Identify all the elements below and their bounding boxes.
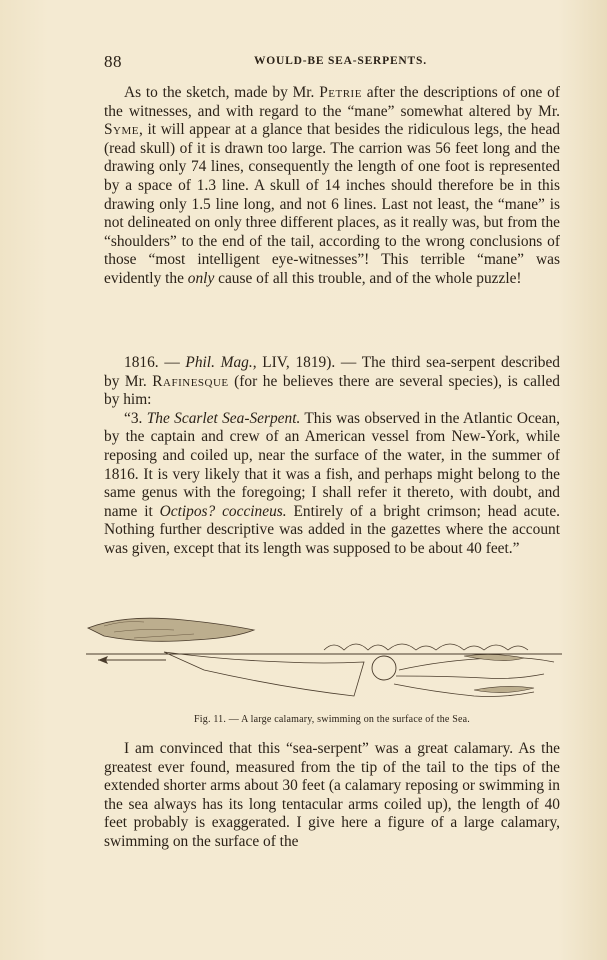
author-name-petrie: Petrie bbox=[319, 84, 362, 101]
page-number: 88 bbox=[104, 52, 122, 71]
running-title: WOULD-BE SEA-SERPENTS. bbox=[254, 55, 427, 67]
species-name: Octipos? coccineus. bbox=[159, 502, 287, 520]
author-name-syme: Syme bbox=[104, 121, 140, 139]
calamary-drawing bbox=[84, 600, 564, 708]
emphasis-only: only bbox=[187, 269, 215, 287]
text-run: , it will appear at a glance that besides the ridiculous legs, the head (read skull) of it is drawn too large. The carrion was 56 feet long and the drawing only 74 lines, consequently the length of one foot is represented by a space of 1.3 line. A skull of 14 inches should therefore be in this drawing only 1.5 line long, and not 6 lines. Last not least, the “mane” is not delineated on only three different places, as it really was, but from the “shoulders” to the end of the tail, according to the wrong conclusions of those “most intelligent eye-witnesses”! This terrible “mane” was evidently the bbox=[104, 121, 560, 287]
author-name-rafinesque: Rafinesque bbox=[152, 372, 229, 390]
text-run: , LIV, 1819). — The third sea-serpent described by Mr. bbox=[104, 354, 560, 390]
text-run: Entirely of a bright crimson; head acute. Nothing further descriptive was added in the gazettes where the account was given, except that its length was supposed to be about 40 feet.” bbox=[104, 502, 560, 557]
figure-caption: Fig. 11. — A large calamary, swimming on the surface of the Sea. bbox=[194, 714, 470, 725]
text-run: (for he believes there are several species), is called by him: bbox=[104, 372, 560, 409]
text-run: cause of all this trouble, and of the whole puzzle! bbox=[214, 269, 522, 287]
text-run: “3. bbox=[124, 409, 147, 427]
text-run: As to the sketch, made by Mr. bbox=[124, 84, 320, 101]
year-entry: 1816. — bbox=[124, 354, 186, 371]
paragraph-scarlet-sea-serpent bbox=[104, 354, 560, 559]
figure-calamary-illustration bbox=[84, 600, 564, 708]
text-run: after the descriptions of one of the witnesses, and with regard to the “mane” somewhat altered by Mr. bbox=[104, 84, 560, 120]
paragraph-sketch-critique bbox=[104, 84, 560, 289]
species-title: The Scarlet Sea-Serpent. bbox=[146, 409, 301, 427]
journal-title: Phil. Mag. bbox=[185, 354, 253, 371]
paragraph-calamary-conclusion bbox=[104, 740, 560, 852]
page-header bbox=[104, 52, 557, 72]
paragraph-text: I am convinced that this “sea-serpent” was a great calamary. As the greatest ever found, measured from the tip of the tail to the tips of the extended shorter arms about 30 feet (a calamary reposing or swimming in the sea always has its long tentacular arms coiled up), the length of 40 feet probably is exaggerated. I give here a figure of a large calamary, swimming on the surface of the bbox=[104, 740, 560, 850]
text-run: This was observed in the Atlantic Ocean, by the captain and crew of an American vessel from New-York, while reposing and coiled up, near the surface of the water, in the summer of 1816. It is very likely that it was a fish, and perhaps might belong to the same genus with the foregoing; I shall refer it thereto, with doubt, and name it bbox=[104, 409, 560, 520]
